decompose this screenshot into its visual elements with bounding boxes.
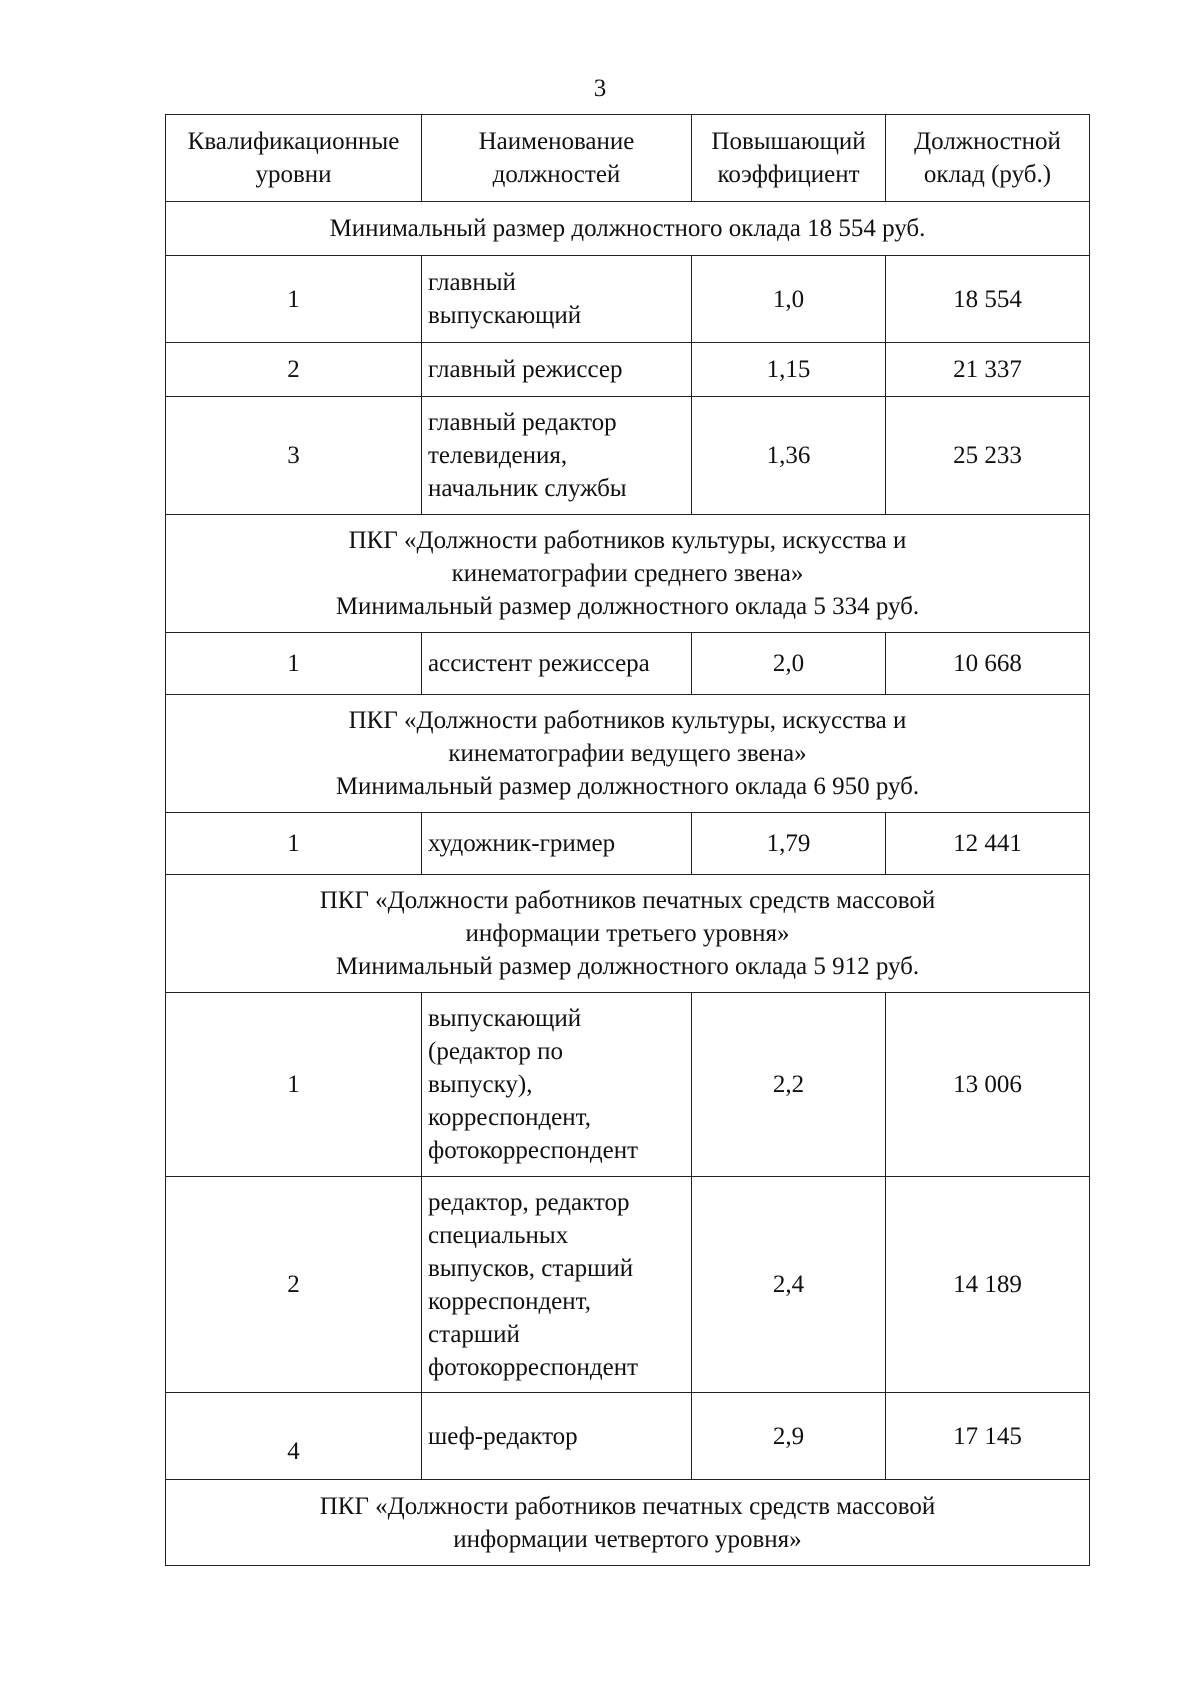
qualification-level-cell: 2 bbox=[166, 343, 422, 397]
section-heading-line: Минимальный размер должностного оклада 6 950 руб. bbox=[335, 773, 920, 800]
section-heading-line: информации третьего уровня» bbox=[465, 920, 790, 947]
position-name-line: корреспондент, bbox=[428, 1104, 591, 1131]
position-name-line: фотокорреспондент bbox=[428, 1137, 639, 1164]
salary-cell: 21 337 bbox=[886, 343, 1090, 397]
position-name-line: корреспондент, bbox=[428, 1287, 591, 1315]
qualification-level-cell: 2 bbox=[166, 1177, 422, 1393]
header-line: Квалификационные bbox=[187, 128, 400, 155]
salary-cell: 13 006 bbox=[886, 993, 1090, 1177]
table-row bbox=[166, 813, 1090, 875]
position-name-cell bbox=[422, 343, 692, 397]
position-name-line: выпусков, старший bbox=[428, 1254, 634, 1282]
qualification-level-cell: 1 bbox=[166, 813, 422, 875]
table-row bbox=[166, 397, 1090, 515]
position-name-cell bbox=[422, 397, 692, 515]
section-heading bbox=[166, 1480, 1090, 1566]
header-cell-level bbox=[166, 115, 422, 202]
position-name-line: выпуску), bbox=[428, 1071, 533, 1098]
salary-cell: 17 145 bbox=[886, 1393, 1090, 1480]
header-cell-name bbox=[422, 115, 692, 202]
coefficient-cell: 1,15 bbox=[692, 343, 886, 397]
section-heading-row bbox=[166, 515, 1090, 633]
salary-cell: 18 554 bbox=[886, 256, 1090, 343]
position-name-cell bbox=[422, 256, 692, 343]
salary-cell: 25 233 bbox=[886, 397, 1090, 515]
section-heading-line: ПКГ «Должности работников печатных средств массовой bbox=[319, 887, 936, 914]
header-line: Наименование bbox=[478, 128, 635, 155]
position-name-cell bbox=[422, 993, 692, 1177]
qualification-level-cell: 1 bbox=[166, 256, 422, 343]
table-row bbox=[166, 1177, 1090, 1393]
salary-cell: 14 189 bbox=[886, 1177, 1090, 1393]
position-name-line: телевидения, bbox=[428, 442, 568, 469]
salary-cell: 10 668 bbox=[886, 633, 1090, 695]
section-heading-line: информации четвертого уровня» bbox=[453, 1525, 802, 1553]
position-name-line: выпускающий bbox=[428, 1005, 582, 1032]
position-name-line: редактор, редактор bbox=[428, 1188, 630, 1216]
position-name-cell bbox=[422, 813, 692, 875]
position-name-line: главный редактор bbox=[428, 409, 617, 436]
coefficient-cell: 1,0 bbox=[692, 256, 886, 343]
section-heading-line: Минимальный размер должностного оклада 18 554 руб. bbox=[329, 215, 926, 242]
section-heading-line: ПКГ «Должности работников культуры, искусства и bbox=[348, 707, 907, 734]
header-line: должностей bbox=[492, 161, 621, 188]
position-name-line: главный режиссер bbox=[428, 356, 623, 383]
position-name-line: выпускающий bbox=[428, 302, 582, 329]
header-cell-salary bbox=[886, 115, 1090, 202]
coefficient-cell: 1,36 bbox=[692, 397, 886, 515]
position-name-line: специальных bbox=[428, 1221, 569, 1249]
header-row bbox=[166, 115, 1090, 202]
section-heading bbox=[166, 202, 1090, 256]
header-line: оклад (руб.) bbox=[923, 161, 1052, 188]
header-line: Должностной bbox=[914, 128, 1061, 155]
section-heading bbox=[166, 695, 1090, 813]
section-heading bbox=[166, 875, 1090, 993]
position-name-line: главный bbox=[428, 269, 516, 296]
position-name-line: художник-гример bbox=[428, 830, 616, 857]
section-heading-line: Минимальный размер должностного оклада 5 334 руб. bbox=[335, 593, 920, 620]
table-row bbox=[166, 993, 1090, 1177]
section-heading-line: ПКГ «Должности работников печатных средств массовой bbox=[319, 1492, 936, 1520]
section-heading-line: Минимальный размер должностного оклада 5 912 руб. bbox=[335, 953, 920, 980]
qualification-level-cell: 1 bbox=[166, 993, 422, 1177]
position-name-cell bbox=[422, 1177, 692, 1393]
section-heading-row bbox=[166, 875, 1090, 993]
section-heading-line: ПКГ «Должности работников культуры, искусства и bbox=[348, 527, 907, 554]
section-heading-row bbox=[166, 1480, 1090, 1566]
qualification-level-cell: 1 bbox=[166, 633, 422, 695]
position-name-line: начальник службы bbox=[428, 475, 627, 502]
section-heading-row bbox=[166, 695, 1090, 813]
coefficient-cell: 2,9 bbox=[692, 1393, 886, 1480]
salary-table bbox=[165, 114, 1090, 1566]
page-number: 3 bbox=[593, 75, 607, 102]
qualification-level-cell: 3 bbox=[166, 397, 422, 515]
table-row bbox=[166, 256, 1090, 343]
salary-cell: 12 441 bbox=[886, 813, 1090, 875]
table-row bbox=[166, 633, 1090, 695]
header-line: уровни bbox=[255, 161, 332, 188]
position-name-line: фотокорреспондент bbox=[428, 1353, 639, 1381]
header-line: коэффициент bbox=[717, 161, 860, 188]
header-cell-coefficient bbox=[692, 115, 886, 202]
position-name-line: ассистент режиссера bbox=[428, 650, 650, 677]
position-name-line: шеф-редактор bbox=[428, 1422, 578, 1450]
section-heading bbox=[166, 515, 1090, 633]
position-name-cell bbox=[422, 633, 692, 695]
qualification-level-cell: 4 bbox=[166, 1393, 422, 1480]
table-row bbox=[166, 1393, 1090, 1480]
section-heading-line: кинематографии ведущего звена» bbox=[448, 740, 807, 767]
section-heading-row bbox=[166, 202, 1090, 256]
header-line: Повышающий bbox=[711, 128, 866, 155]
coefficient-cell: 2,4 bbox=[692, 1177, 886, 1393]
position-name-line: старший bbox=[428, 1320, 520, 1348]
coefficient-cell: 2,2 bbox=[692, 993, 886, 1177]
section-heading-line: кинематографии среднего звена» bbox=[451, 560, 804, 587]
coefficient-cell: 2,0 bbox=[692, 633, 886, 695]
coefficient-cell: 1,79 bbox=[692, 813, 886, 875]
position-name-cell bbox=[422, 1393, 692, 1480]
table-row bbox=[166, 343, 1090, 397]
position-name-line: (редактор по bbox=[428, 1038, 563, 1065]
